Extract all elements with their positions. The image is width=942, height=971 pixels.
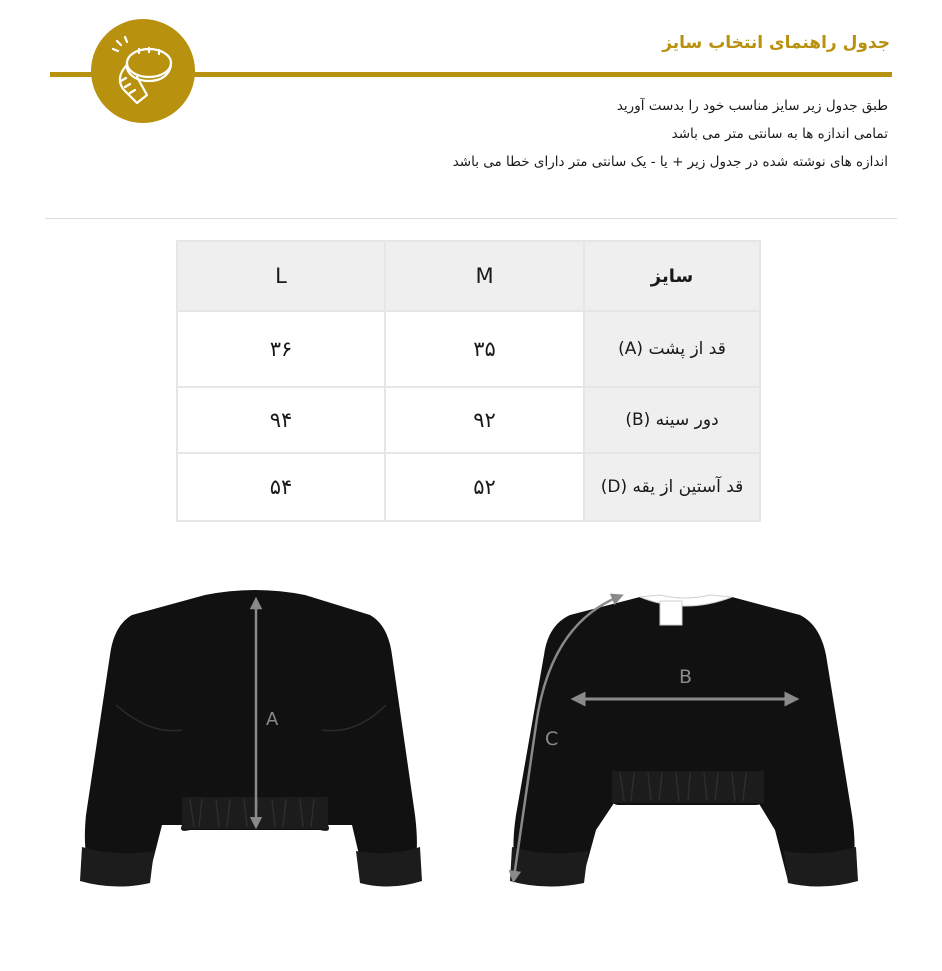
size-table	[176, 240, 761, 522]
row-value-l: ۳۶	[177, 311, 385, 387]
section-separator	[45, 218, 897, 219]
row-label: دور سینه (B)	[584, 387, 760, 453]
table-row	[177, 453, 760, 521]
table-row	[177, 387, 760, 453]
garment-front-view	[500, 585, 870, 905]
back-body-shape	[85, 590, 417, 882]
note-line: طبق جدول زیر سایز مناسب خود را بدست آورید	[616, 98, 888, 114]
table-row	[177, 311, 760, 387]
tape-badge	[91, 19, 195, 123]
row-label: قد آستین از یقه (D)	[584, 453, 760, 521]
row-value-l: ۹۴	[177, 387, 385, 453]
back-length-label: A	[266, 709, 279, 730]
row-value-m: ۹۲	[385, 387, 584, 453]
size-header-l: L	[177, 241, 385, 311]
row-value-m: ۵۲	[385, 453, 584, 521]
garment-back-view	[70, 585, 430, 905]
row-label: قد از پشت (A)	[584, 311, 760, 387]
note-line: تمامی اندازه ها به سانتی متر می باشد	[671, 126, 888, 142]
size-header-label: سایز	[584, 241, 760, 311]
front-chest-label: B	[679, 666, 693, 688]
size-header-m: M	[385, 241, 584, 311]
notes	[288, 92, 888, 176]
front-neck-label	[660, 601, 682, 625]
note-line: اندازه های نوشته شده در جدول زیر + یا - یک سانتی متر دارای خطا می باشد	[452, 154, 888, 170]
header-title: جدول راهنمای انتخاب سایز	[662, 33, 890, 53]
row-value-l: ۵۴	[177, 453, 385, 521]
measuring-tape-icon	[91, 19, 195, 123]
table-header-row	[177, 241, 760, 311]
row-value-m: ۳۵	[385, 311, 584, 387]
front-sleeve-label: C	[545, 728, 559, 750]
